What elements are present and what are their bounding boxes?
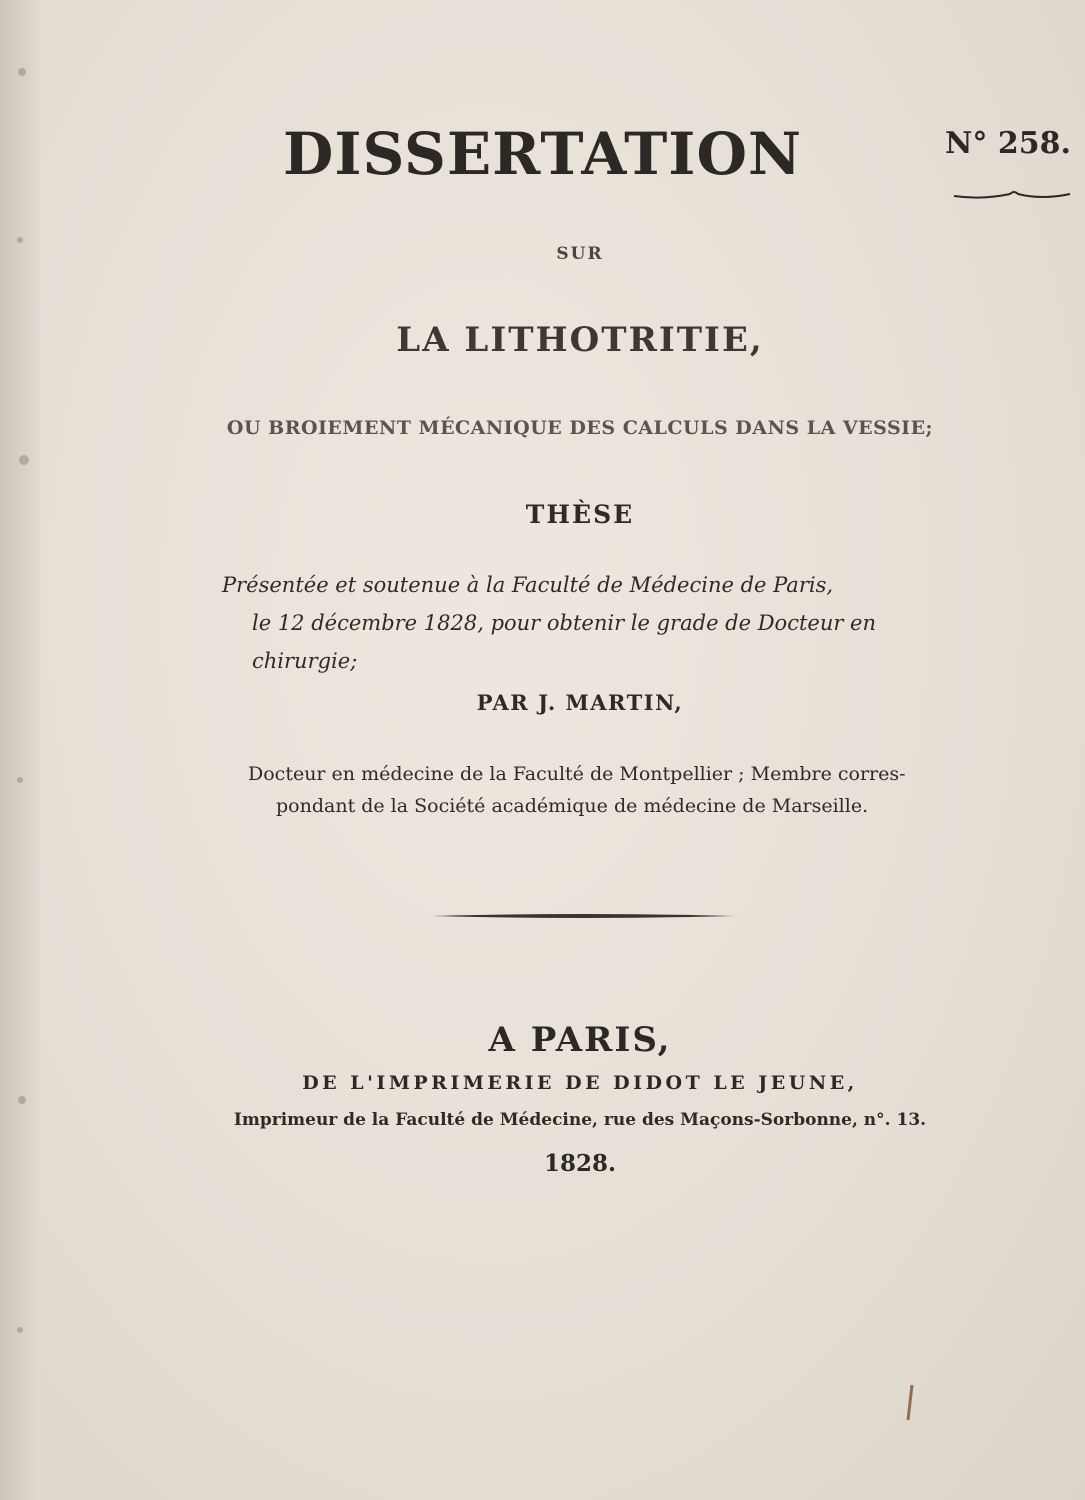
imprint-city: A PARIS, — [488, 1020, 672, 1060]
presentation-line: le 12 décembre 1828, pour obtenir le grade de Docteur en — [252, 611, 877, 635]
subject-subtitle: OU BROIEMENT MÉCANIQUE DES CALCULS DANS LA VESSIE; — [226, 417, 934, 439]
presentation-line: Présentée et soutenue à la Faculté de Médecine de Paris, — [222, 573, 834, 597]
imprint-printer: DE L'IMPRIMERIE DE DIDOT LE JEUNE, — [302, 1072, 858, 1094]
presentation-statement — [222, 566, 940, 680]
subject-title: LA LITHOTRITIE, — [396, 320, 764, 360]
thesis-heading: THÈSE — [525, 500, 635, 529]
sur-label: SUR — [556, 244, 604, 264]
presentation-line: chirurgie; — [252, 649, 358, 673]
page-binding-edge — [0, 0, 40, 1500]
author-qualifications — [248, 758, 948, 822]
imprint-year: 1828. — [543, 1150, 617, 1177]
qualification-line: Docteur en médecine de la Faculté de Montpellier ; Membre corres- — [248, 763, 906, 785]
document-number: N° 258. — [945, 126, 1071, 161]
document-title: DISSERTATION — [283, 120, 802, 188]
author-line: PAR J. MARTIN, — [476, 690, 684, 715]
number-underline — [952, 186, 1072, 206]
qualification-line: pondant de la Société académique de médecine de Marseille. — [276, 795, 869, 817]
imprint-address: Imprimeur de la Faculté de Médecine, rue des Maçons-Sorbonne, n°. 13. — [233, 1110, 927, 1130]
ornamental-rule — [432, 913, 734, 919]
